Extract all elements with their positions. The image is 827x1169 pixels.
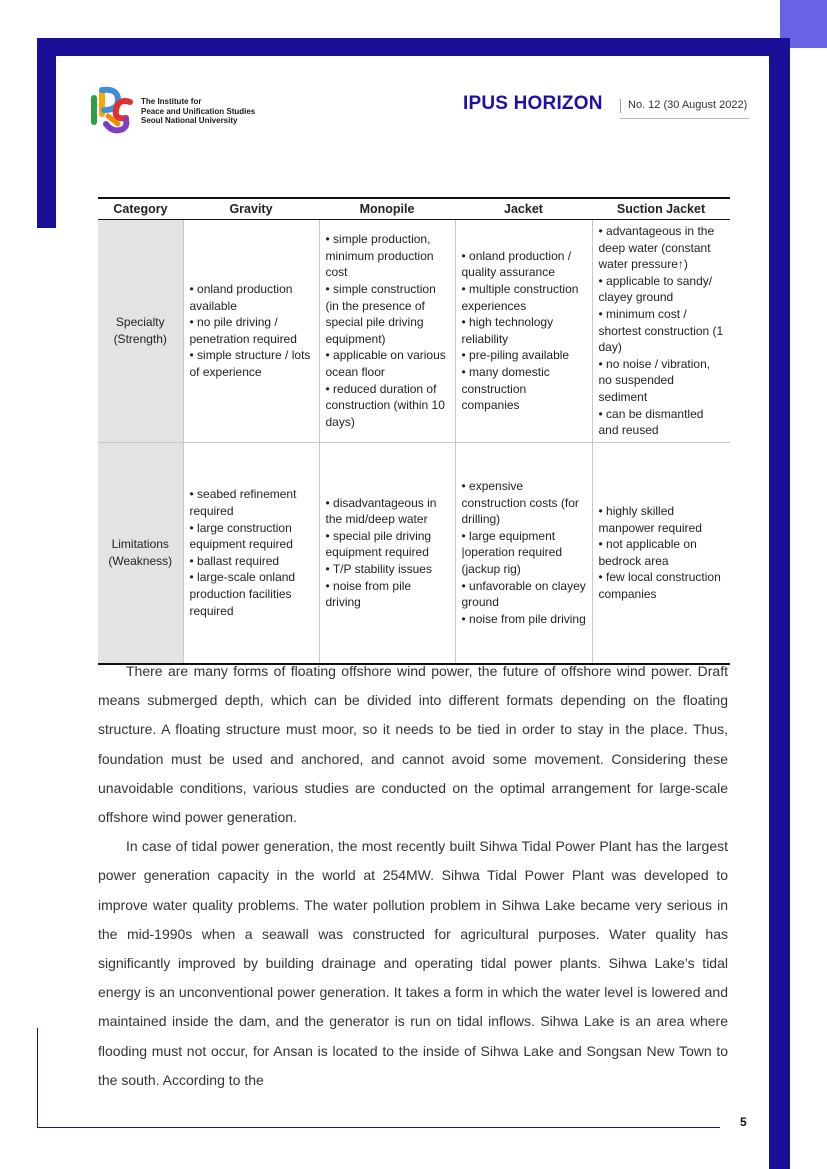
list-item: • advantageous in the deep water (constant water pressure↑): [598, 224, 715, 272]
list-item: • pre-piling available: [461, 348, 570, 363]
list-item: • onland production / quality assurance: [461, 248, 572, 280]
list-item: • multiple construction experiences: [461, 282, 579, 313]
institute-line: Peace and Unification Studies: [141, 106, 256, 116]
monopile-strength-cell: [319, 220, 455, 443]
page-number: 5: [740, 1115, 747, 1129]
list-item: • no pile driving / penetration required: [189, 315, 297, 346]
jacket-weakness-cell: [455, 442, 592, 664]
list-item: • onland production available: [189, 282, 293, 313]
category-sublabel: (Strength): [113, 331, 167, 346]
list-item: • no noise / vibration, no suspended sediment: [598, 356, 711, 404]
category-cell: [98, 442, 183, 664]
list-item: • simple construction (in the presence of special pile driving equipment): [325, 282, 436, 346]
frame-right-bar: [769, 38, 790, 1169]
foundation-comparison-table: [98, 197, 730, 665]
list-item: • applicable on various ocean floor: [325, 348, 446, 380]
article-body: [98, 657, 728, 1095]
list-item: • applicable to sandy/ clayey ground: [598, 273, 713, 305]
list-item: • noise from pile driving: [325, 578, 412, 610]
frame-top-bar: [37, 38, 790, 56]
frame-bottom-line: [37, 1127, 720, 1128]
jacket-strength-cell: [455, 220, 592, 443]
gravity-weakness-cell: [183, 442, 319, 664]
header-suction-jacket: Suction Jacket: [592, 198, 730, 220]
institute-line: Seoul National University: [141, 116, 238, 125]
list-item: • not applicable on bedrock area: [598, 537, 697, 568]
monopile-weakness-cell: [319, 442, 455, 664]
header-monopile: Monopile: [319, 198, 455, 220]
gravity-strength-cell: [183, 220, 319, 443]
category-sublabel: (Weakness): [108, 553, 173, 568]
paragraph: In case of tidal power generation, the most recently built Sihwa Tidal Power Plant has the largest power generation capacity in the world at 254MW. Sihwa Tidal Power Plant was developed to improve water quality problems. The water pollution problem in Sihwa Lake became very serious in the mid-1990s when a seawall was constructed for agricultural purposes. Water quality has significantly improved by building drainage and operating tidal power plants. Sihwa Lake’s tidal energy is an unconventional power generation. It takes a form in which the water level is lowered and maintained inside the dam, and the generator is run on tidal inflows. Sihwa Lake is an area where flooding must not occur, for Ansan is located to the inside of Sihwa Lake and Songsan New Town to the south. According to the: [98, 838, 728, 1088]
frame-left-bar: [37, 38, 56, 228]
category-label: Specialty: [115, 315, 165, 330]
list-item: • large construction equipment required: [189, 520, 293, 552]
list-item: • large equipment |operation required (jackup rig): [461, 528, 563, 577]
list-item: • high technology reliability: [461, 315, 554, 346]
table-header-row: [98, 198, 730, 220]
list-item: • ballast required: [189, 553, 280, 568]
list-item: • simple production, minimum production cost: [325, 232, 434, 280]
list-item: • reduced duration of construction (within 10 days): [325, 381, 445, 429]
list-item: • special pile driving equipment required: [325, 528, 432, 560]
title-separator: [620, 99, 621, 113]
list-item: • can be dismantled and reused: [598, 406, 704, 438]
list-item: • many domestic construction companies: [461, 365, 550, 413]
list-item: • seabed refinement required: [189, 487, 297, 518]
list-item: • minimum cost / shortest construction (1 day): [598, 306, 724, 355]
header-jacket: Jacket: [455, 198, 592, 220]
list-item: • expensive construction costs (for drilling): [461, 479, 579, 527]
table-row-weakness: [98, 442, 730, 664]
list-item: • large-scale onland production facilities required: [189, 570, 296, 618]
institute-line: The Institute for: [141, 97, 202, 106]
list-item: • unfavorable on clayey ground: [461, 578, 586, 610]
category-cell: [98, 220, 183, 443]
issue-label: No. 12 (30 August 2022): [628, 99, 748, 111]
header-rule: [620, 118, 749, 119]
list-item: • disadvantageous in the mid/deep water: [325, 495, 437, 527]
suction-jacket-weakness-cell: [592, 442, 730, 664]
list-item: • T/P stability issues: [325, 562, 432, 577]
list-item: • few local construction companies: [598, 570, 721, 601]
ipus-logo-icon: [90, 84, 136, 136]
journal-title: IPUS HORIZON: [463, 93, 603, 114]
institute-name: [141, 97, 255, 126]
paragraph: There are many forms of floating offshore wind power, the future of offshore wind power. Draft means submerged depth, which can be divided into different formats depending on the floating structure. A floating structure must moor, so it needs to be tied in order to stay in the place. Thus, foundation must be used and anchored, and cannot avoid some movement. Considering these unavoidable conditions, various studies are conducted on the optimal arrangement for large-scale offshore wind power generation.: [98, 663, 728, 826]
category-label: Limitations: [111, 537, 169, 552]
header-category: Category: [98, 198, 183, 220]
list-item: • simple structure / lots of experience: [189, 348, 311, 380]
frame-left-line: [37, 1028, 38, 1128]
list-item: • noise from pile driving: [461, 611, 586, 626]
suction-jacket-strength-cell: [592, 220, 730, 443]
list-item: • highly skilled manpower required: [598, 503, 702, 535]
header-gravity: Gravity: [183, 198, 319, 220]
table-row-strength: [98, 220, 730, 443]
